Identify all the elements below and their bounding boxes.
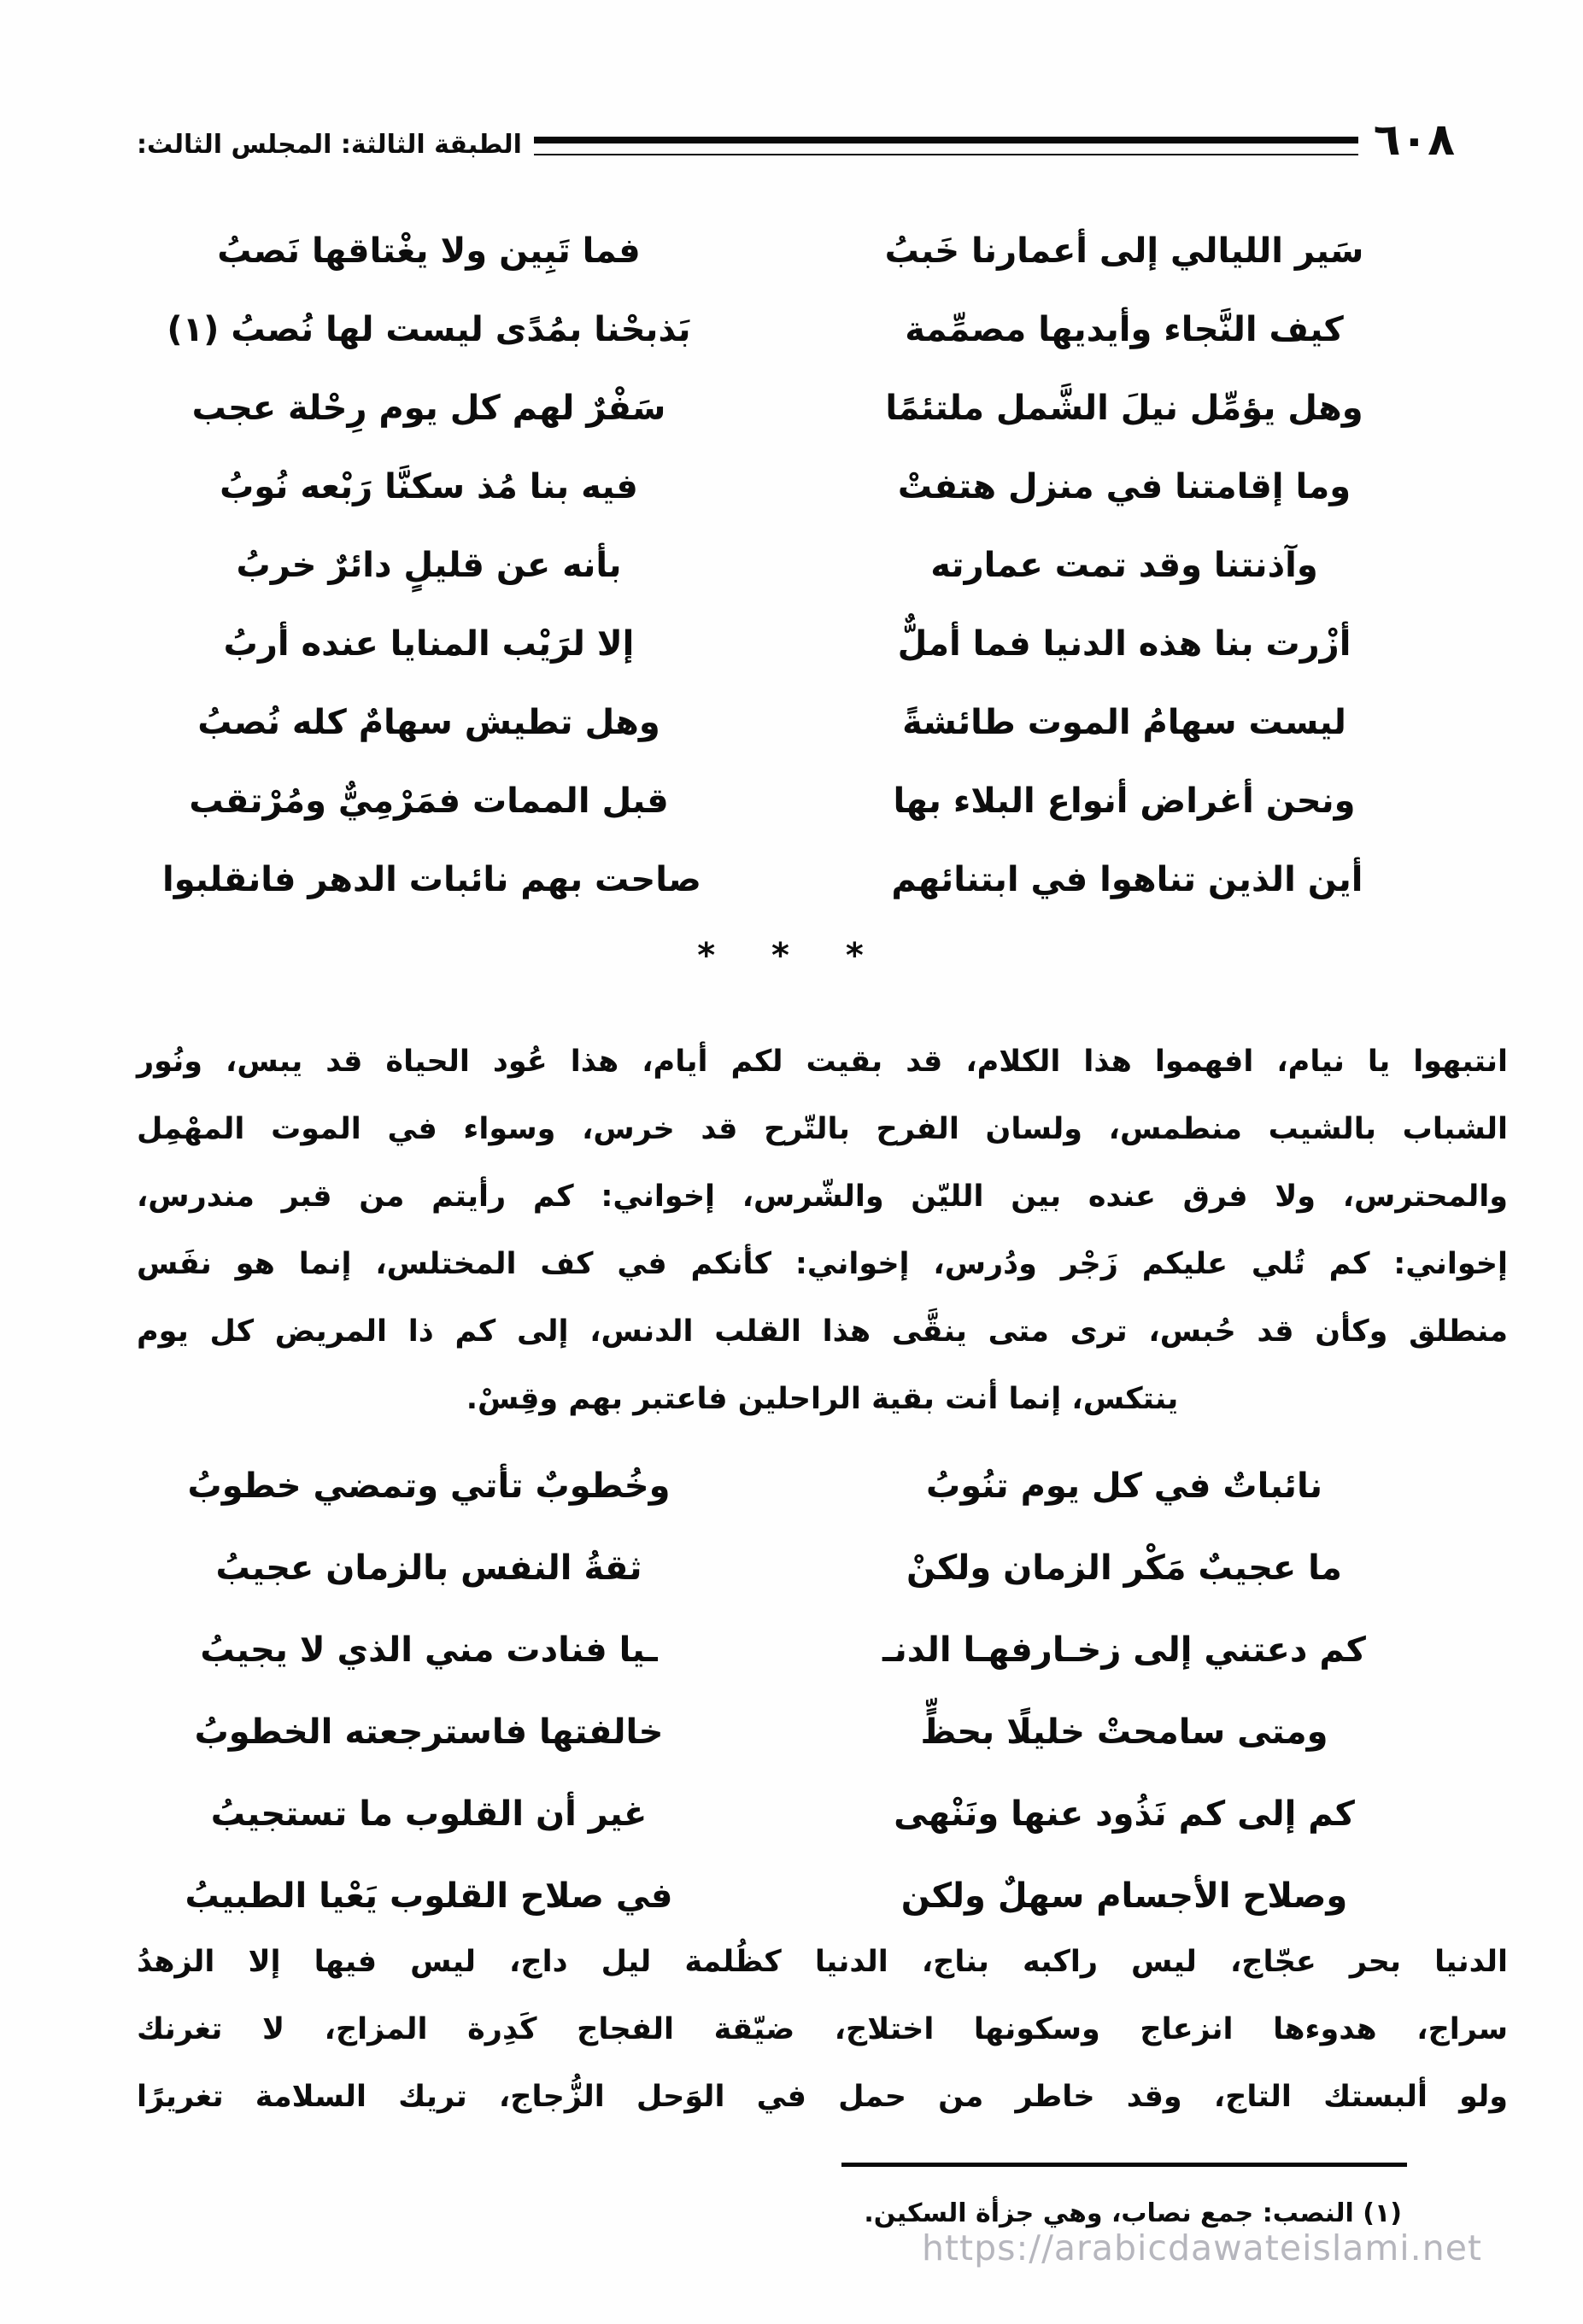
verse-sadr: سَير الليالي إلى أعمارنا خَببُ: [884, 231, 1364, 271]
verse-sadr: ليست سهامُ الموت طائشةً: [902, 703, 1346, 742]
footnote-rule-divider: [841, 2163, 1407, 2167]
prose-line: الدنيا بحر عجّاج، ليس راكبه بناج، الدنيا كظُلمة ليل داج، ليس فيها إلا الزهدُ: [137, 1945, 1508, 1979]
header-rule-divider: [534, 137, 1358, 155]
verse-ajuz: ثقةُ النفس بالزمان عجيبُ: [215, 1548, 642, 1588]
running-header: [137, 114, 1455, 166]
prose-line: والمحترس، ولا فرق عنده بين الليّن والشّرس، إخواني: كم رأيتم من قبر مندرس،: [137, 1180, 1508, 1214]
verse-ajuz: صاحت بهم نائبات الدهر فانقلبوا: [162, 860, 701, 899]
verse-sadr: وآذنتنا وقد تمت عمارته: [930, 546, 1318, 585]
prose-line: ينتكس، إنما أنت بقية الراحلين فاعتبر بهم وقِسْ.: [466, 1382, 1179, 1416]
prose-line: ولو ألبستك التاج، وقد خاطر من حمل في الوَحل الزُّجاج، تريك السلامة تغريرًا: [137, 2080, 1508, 2114]
verse-line: [162, 1773, 1391, 1855]
verse-sadr: كم إلى كم نَذُود عنها ونَنْهى: [894, 1794, 1355, 1834]
verse-ajuz: وهل تطيش سهامٌ كله نُصبُ: [197, 703, 660, 742]
poem-block-1: [162, 212, 1391, 919]
verse-line: [162, 1691, 1391, 1773]
verse-line: [162, 840, 1391, 919]
prose-paragraph-2: [137, 1929, 1508, 2131]
verse-line: [162, 212, 1391, 290]
verse-sadr: نائباتٌ في كل يوم تنُوبُ: [926, 1466, 1322, 1506]
page-number: ٦٠٨: [1373, 114, 1455, 166]
verse-ajuz: فيه بنا مُذ سكنَّا رَبْعه نُوبُ: [220, 467, 638, 506]
verse-ajuz: بَذبحْنا بمُدًى ليست لها نُصبُ (١): [167, 310, 691, 349]
verse-ajuz: فما تَبِين ولا يغْتاقها نَصبُ: [217, 231, 641, 271]
section-separator-stars: * * *: [697, 936, 886, 975]
verse-line: [162, 369, 1391, 448]
verse-ajuz: وخُطوبٌ تأتي وتمضي خطوبُ: [187, 1466, 671, 1506]
verse-line: [162, 605, 1391, 683]
verse-line: [162, 526, 1391, 605]
poem-block-2: [162, 1445, 1391, 1937]
verse-line: [162, 1855, 1391, 1937]
verse-ajuz: غير أن القلوب ما تستجيبُ: [210, 1794, 648, 1834]
verse-line: [162, 448, 1391, 526]
verse-line: [162, 683, 1391, 762]
prose-line: منطلق وكأن قد حُبس، ترى متى ينقَّى هذا القلب الدنس، إلى كم ذا المريض كل يوم: [137, 1314, 1508, 1349]
verse-sadr: كيف النَّجاء وأيديها مصمِّمة: [905, 310, 1344, 349]
watermark-url: https://arabicdawateislami.net: [921, 2227, 1482, 2268]
verse-sadr: أزْرت بنا هذه الدنيا فما أملٌّ: [897, 624, 1351, 664]
verse-line: [162, 290, 1391, 369]
prose-line: الشباب بالشيب منطمس، ولسان الفرح بالتّرح قد خرس، وسواء في الموت المهْمِل: [137, 1112, 1508, 1146]
verse-ajuz: سَفْرٌ لهم كل يوم رِحْلة عجب: [191, 389, 666, 428]
verse-sadr: ومتى سامحتْ خليلًا بحظٍّ: [920, 1712, 1328, 1752]
verse-sadr: كم دعتني إلى زخـارفهـا الدنـ: [882, 1630, 1366, 1670]
footnote-text: (١) النصب: جمع نصاب، وهي جزأة السكين.: [864, 2198, 1402, 2228]
verse-line: [162, 1609, 1391, 1691]
prose-paragraph-1: [137, 1028, 1508, 1433]
verse-sadr: وهل يؤمِّل نيلَ الشَّمل ملتئمًا: [885, 389, 1363, 428]
verse-ajuz: ـيا فنادت مني الذي لا يجيبُ: [200, 1630, 658, 1670]
verse-ajuz: بأنه عن قليلٍ دائرٌ خربُ: [236, 546, 622, 585]
verse-ajuz: إلا لرَيْب المنايا عنده أربُ: [223, 624, 635, 664]
verse-line: [162, 762, 1391, 840]
prose-line: سراج، هدوءها انزعاج وسكونها اختلاج، ضيّقة الفجاج كَدِرة المزاج، لا تغرنك: [137, 2012, 1508, 2046]
verse-sadr: ونحن أغراض أنواع البلاء بها: [893, 781, 1356, 821]
verse-ajuz: قبل الممات فمَرْمِيٌّ ومُرْتقب: [189, 781, 669, 821]
verse-line: [162, 1445, 1391, 1527]
verse-line: [162, 1527, 1391, 1609]
header-title: الطبقة الثالثة: المجلس الثالث:: [137, 129, 522, 160]
prose-line: انتبهوا يا نيام، افهموا هذا الكلام، قد بقيت لكم أيام، هذا عُود الحياة قد يبس، ونُور: [137, 1045, 1508, 1079]
verse-ajuz: في صلاح القلوب يَعْيا الطبيبُ: [185, 1876, 673, 1916]
verse-ajuz: خالفتها فاسترجعته الخطوبُ: [194, 1712, 664, 1752]
prose-line: إخواني: كم تُلي عليكم زَجْر ودُرس، إخواني: كأنكم في كف المختلس، إنما هو نفَس: [137, 1247, 1508, 1281]
verse-sadr: وصلاح الأجسام سهلٌ ولكن: [900, 1876, 1348, 1916]
verse-sadr: ما عجيبٌ مَكْر الزمان ولكنْ: [906, 1548, 1342, 1588]
verse-sadr: أين الذين تناهوا في ابتنائهم: [891, 860, 1363, 899]
verse-sadr: وما إقامتنا في منزل هتفتْ: [897, 467, 1351, 506]
